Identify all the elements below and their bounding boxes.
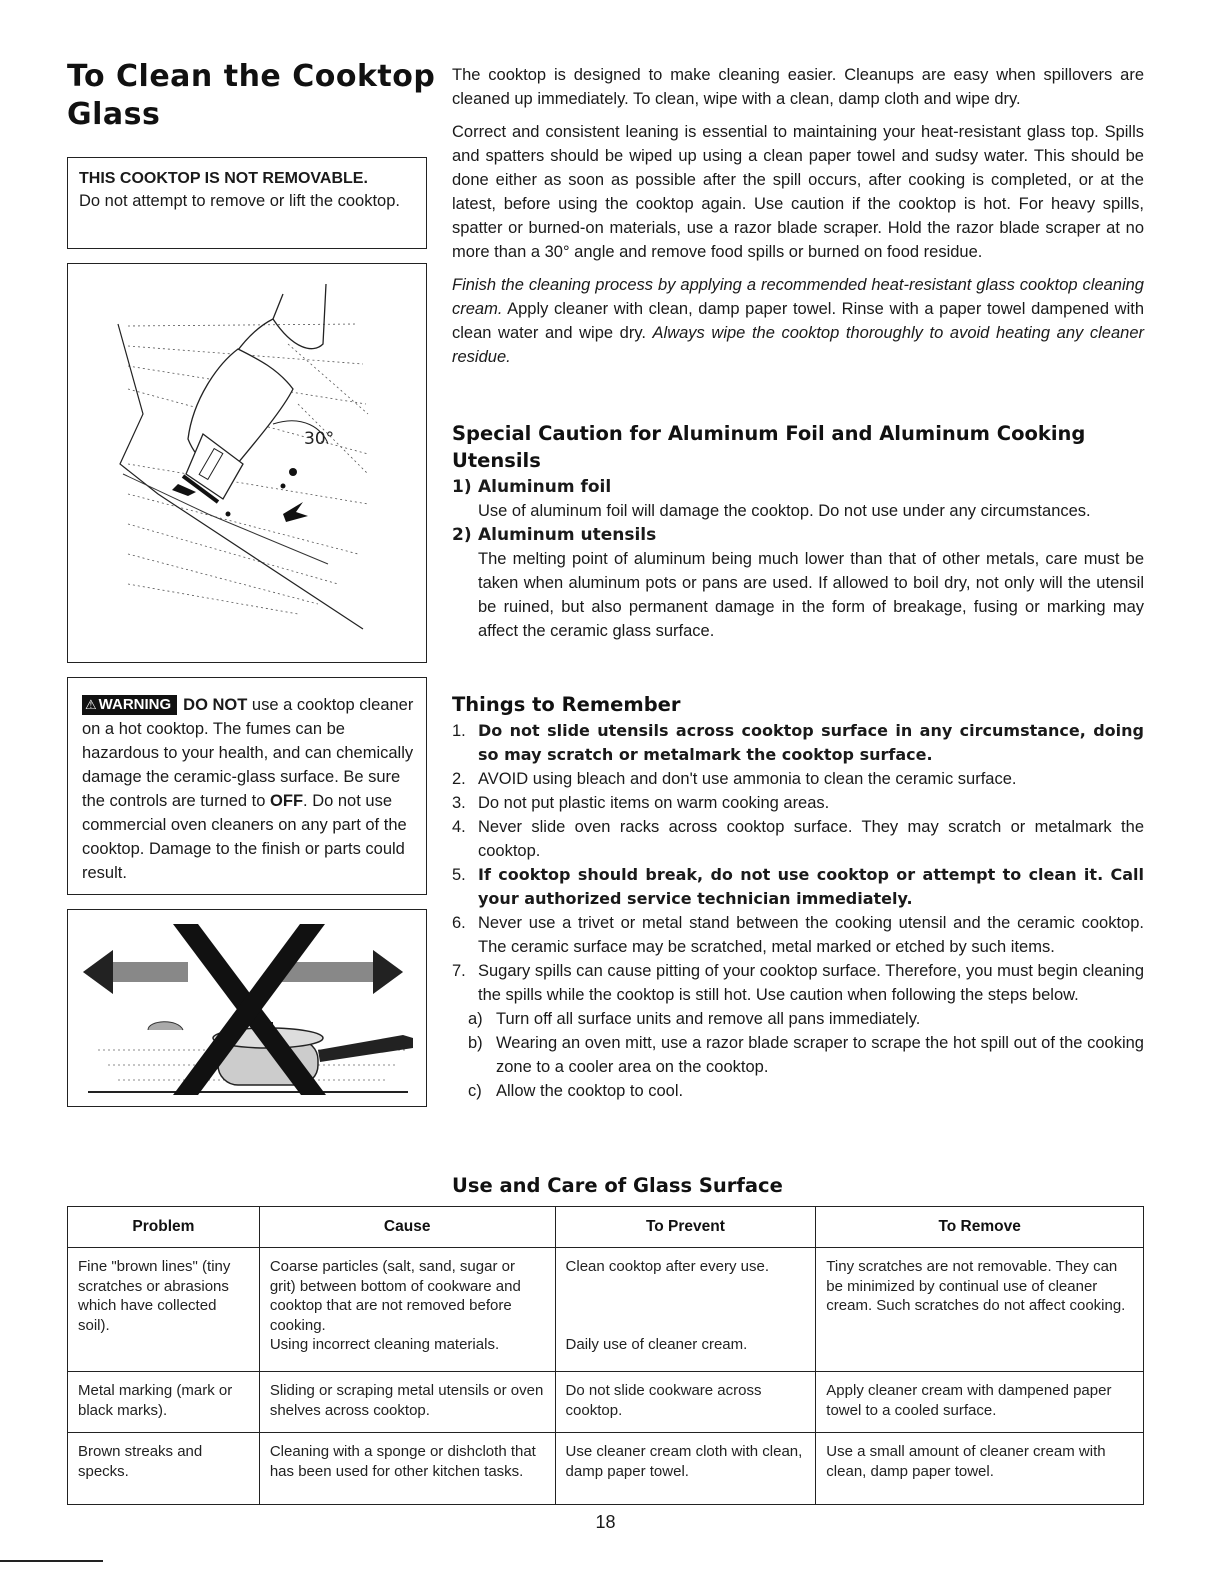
remember-step-b-text: Wearing an oven mitt, use a razor blade scraper to scrape the hot spill out of the cooking zone to a cooler area on the cooktop. [496, 1034, 1144, 1076]
remember-step-b [452, 1031, 1144, 1079]
finish-italic-2: Always wipe the cooktop thoroughly to avoid heating any cleaner residue. [452, 324, 1144, 366]
cell-prevent: Use cleaner cream cloth with clean, damp paper towel. [555, 1433, 816, 1505]
remember-item-5-text: If cooktop should break, do not use cooktop or attempt to clean it. Call your authorized service technician immediately. [478, 865, 1144, 908]
table-row [68, 1248, 1144, 1372]
remember-item-7-text: Sugary spills can cause pitting of your cooktop surface. Therefore, you must begin cleaning the spills while the cooktop is still hot. Use caution when following the steps below. [478, 962, 1144, 1004]
remember-item-3-text: Do not put plastic items on warm cooking areas. [478, 794, 830, 812]
cell-problem: Brown streaks and specks. [68, 1433, 260, 1505]
no-slide-illustration [67, 909, 427, 1107]
caution-item-2-title: Aluminum utensils [478, 525, 657, 545]
page-title: To Clean the Cooktop Glass [67, 59, 436, 132]
intro-paragraph-2: Correct and consistent leaning is essential to maintaining your heat-resistant glass top. Spills and spatters should be wiped up using a clean paper towel and sudsy water. This should be done either as soon as possible after the spill occurs, after cooking is completed, or at the latest, before using the cooktop again. Use caution if the cooktop is hot. For heavy spills, spatter or burned-on materials, use a razor blade scraper. Hold the razor blade scraper at no more than a 30° angle and remove food spills or burned on food residue. [452, 123, 1144, 261]
care-table [67, 1206, 1144, 1505]
cell-prevent: Do not slide cookware across cooktop. [555, 1372, 816, 1433]
caution-item-1-num: 1) [452, 477, 472, 497]
warning-badge-label: WARNING [98, 696, 172, 713]
footer-rule [0, 1560, 103, 1562]
remember-item-2-num: 2. [452, 770, 466, 788]
scraper-illustration [67, 263, 427, 663]
remember-step-a [452, 1007, 1144, 1031]
scraper-drawing [68, 264, 426, 662]
angle-label: 30° [304, 429, 335, 449]
cell-problem: Fine "brown lines" (tiny scratches or abrasions which have collected soil). [68, 1248, 260, 1372]
cell-remove: Apply cleaner cream with dampened paper towel to a cooled surface. [816, 1372, 1144, 1433]
remember-item-6-text: Never use a trivet or metal stand between the cooking utensil and the ceramic cooktop. The ceramic surface may be scratched, metal marked or etched by such items. [478, 914, 1144, 956]
warning-badge [82, 695, 177, 715]
finish-paragraph [452, 273, 1144, 369]
remember-item-5-num: 5. [452, 866, 466, 884]
no-slide-drawing [68, 910, 426, 1106]
intro-text [452, 63, 1144, 369]
cell-prevent-2: Daily use of cleaner cream. [565, 1335, 748, 1353]
table-row [68, 1433, 1144, 1505]
cell-prevent [555, 1248, 816, 1372]
intro-paragraph-1: The cooktop is designed to make cleaning easier. Cleanups are easy when spillovers are cleaned up immediately. To clean, wipe with a clean, damp cloth and wipe dry. [452, 66, 1144, 108]
remember-item-7-num: 7. [452, 962, 466, 980]
caution-heading: Special Caution for Aluminum Foil and Aluminum Cooking Utensils [452, 422, 1086, 472]
remember-step-c [452, 1079, 1144, 1103]
cell-remove: Use a small amount of cleaner cream with clean, damp paper towel. [816, 1433, 1144, 1505]
cell-cause: Cleaning with a sponge or dishcloth that has been used for other kitchen tasks. [259, 1433, 555, 1505]
remember-item-4-text: Never slide oven racks across cooktop surface. They may scratch or metalmark the cooktop. [478, 818, 1144, 860]
cell-cause: Sliding or scraping metal utensils or oven shelves across cooktop. [259, 1372, 555, 1433]
page-number: 18 [595, 1512, 616, 1532]
remember-step-c-num: c) [468, 1082, 482, 1100]
cell-prevent-1: Clean cooktop after every use. [565, 1258, 769, 1275]
notice-body: Do not attempt to remove or lift the cooktop. [79, 192, 400, 210]
header-remove: To Remove [816, 1207, 1144, 1248]
remember-heading: Things to Remember [452, 693, 681, 716]
warning-text-1: use a cooktop cleaner on a hot cooktop. The fumes can be hazardous to your health, and can chemically damage the ceramic-glass surface. Be sure the controls are turned to [82, 696, 414, 810]
remember-item-4 [452, 815, 1144, 863]
remember-step-a-num: a) [468, 1010, 483, 1028]
finish-italic-1: Finish the cleaning process by applying a recommended heat-resistant glass cooktop cleaning cream. [452, 276, 1144, 318]
caution-item-1 [452, 475, 1144, 523]
cell-remove: Tiny scratches are not removable. They can be minimized by continual use of cleaner cream. Such scratches do not affect cooking. [816, 1248, 1144, 1372]
header-prevent: To Prevent [555, 1207, 816, 1248]
remember-item-1-num: 1. [452, 722, 466, 740]
remember-item-6-num: 6. [452, 914, 466, 932]
caution-item-1-text: Use of aluminum foil will damage the cooktop. Do not use under any circumstances. [478, 502, 1091, 520]
cell-cause-2: Using incorrect cleaning materials. [269, 1336, 500, 1353]
cell-cause-1: Coarse particles (salt, sand, sugar or grit) between bottom of cookware and cooktop that are not removed before cooking. [269, 1258, 521, 1334]
warning-box [67, 677, 427, 895]
table-heading: Use and Care of Glass Surface [452, 1174, 783, 1197]
table-row [68, 1372, 1144, 1433]
warning-text-2: . Do not use commercial oven cleaners on any part of the cooktop. Damage to the finish or parts could result. [82, 792, 407, 882]
remember-item-5 [452, 863, 1144, 911]
caution-item-2-num: 2) [452, 525, 472, 545]
cell-cause [259, 1248, 555, 1372]
notice-box [67, 157, 427, 249]
remember-item-7 [452, 959, 1144, 1007]
notice-heading: THIS COOKTOP IS NOT REMOVABLE. [79, 170, 368, 187]
remember-item-4-num: 4. [452, 818, 466, 836]
remember-step-c-text: Allow the cooktop to cool. [496, 1082, 684, 1100]
caution-item-2-text: The melting point of aluminum being much lower than that of other metals, care must be taken when aluminum pots or pans are used. If allowed to boil dry, not only will the utensil be ruined, but also permanent damage in the form of breakage, fusing or marking may affect the ceramic glass surface. [478, 550, 1144, 640]
header-problem: Problem [68, 1207, 260, 1248]
caution-item-2 [452, 523, 1144, 643]
remember-item-1 [452, 719, 1144, 767]
remember-step-b-num: b) [468, 1034, 483, 1052]
warning-off: OFF [270, 792, 304, 810]
warning-lead: DO NOT [183, 696, 248, 714]
caution-section [452, 420, 1144, 643]
remember-item-2-text: AVOID using bleach and don't use ammonia to clean the ceramic surface. [478, 770, 1017, 788]
remember-item-2 [452, 767, 1144, 791]
remember-item-3-num: 3. [452, 794, 466, 812]
cell-problem: Metal marking (mark or black marks). [68, 1372, 260, 1433]
remember-step-a-text: Turn off all surface units and remove all pans immediately. [496, 1010, 921, 1028]
caution-item-1-title: Aluminum foil [478, 477, 612, 497]
remember-item-6 [452, 911, 1144, 959]
remember-section [452, 691, 1144, 1103]
warning-triangle-icon: ⚠ [85, 697, 97, 712]
finish-plain: Apply cleaner with clean, damp paper towel. Rinse with a paper towel dampened with clean water and wipe dry. [452, 300, 1144, 342]
remember-item-3 [452, 791, 1144, 815]
table-header-row [68, 1207, 1144, 1248]
remember-item-1-text: Do not slide utensils across cooktop surface in any circumstance, doing so may scratch or metalmark the cooktop surface. [478, 721, 1144, 764]
header-cause: Cause [259, 1207, 555, 1248]
